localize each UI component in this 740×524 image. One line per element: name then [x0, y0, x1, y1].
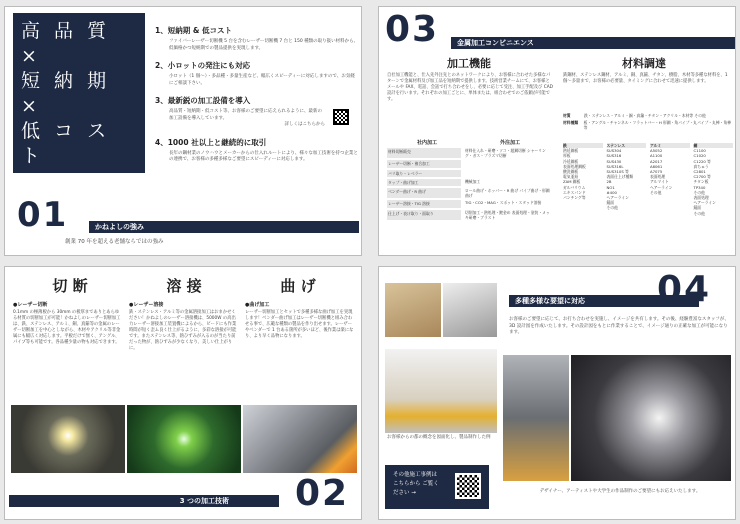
- laser-welding-photo: [127, 405, 241, 473]
- material-col: ステンレス SUS304 SUS316 SUS430 SUS316L SUS310S 等 表面仕上げ種類 2B NO1 #400 ヘアーライン 鏡面 その他: [607, 143, 647, 216]
- material-spec: 材質 鉄・ステンレス・アルミ・銅・真鍮・チタン・アクリル・木材等 その他 材料種類 板・アングル・チャンネル・フラットバー・H 形鋼・角パイプ・丸パイプ・丸棒・角棒 等: [563, 113, 732, 131]
- qr-code-icon[interactable]: [455, 473, 481, 499]
- more-link[interactable]: 詳しくはこちらから: [284, 122, 325, 127]
- section-tag: 3 つの加工技術: [9, 495, 279, 507]
- section-tag: かねよしの強み: [89, 221, 359, 233]
- process-row: タップ・曲げ加工 機械加工: [387, 179, 553, 186]
- section-number: 02: [295, 473, 350, 514]
- cutting-sub: ●レーザー切断: [13, 302, 48, 308]
- table-photo: [385, 349, 497, 433]
- bending-sub: ●曲げ加工: [245, 302, 270, 308]
- sculpture-photo: [503, 355, 569, 481]
- strength-heading: 2、小ロットの発注にも対応: [155, 61, 251, 70]
- strength-list: [155, 25, 359, 172]
- machine-label: 機械加工: [465, 178, 481, 184]
- strength-heading: 4、1000 社以上と継続的に取引: [155, 137, 267, 147]
- techniques-panel: [4, 266, 362, 520]
- hero-box: [13, 13, 145, 173]
- technique-heads: [13, 275, 355, 296]
- material-columns: [563, 143, 733, 216]
- col-outsource: 外注加工: [499, 140, 520, 146]
- process-row: レーザー溶接・TIG 溶接 TIG・CO2・MAG・スポット・スタッド溶接: [388, 200, 542, 207]
- bending-text: レーザー切断加工とセットで多種多様な曲げ加工を実現します！ベンダー曲げ加工はレーザー切断機と組み合わせる事で、広範な種類の製品を作り出せます。レーザーやベンダーで 1 台ある箇所が多いほど、後作業は楽になり、より早く品物になります。: [245, 310, 354, 339]
- welding-title: 溶 接: [166, 277, 202, 295]
- material-col: アルミ A5052 A1100 A2017 A6061 A7075 表面処理 アルマイト ヘアーライン その他: [650, 143, 690, 216]
- requests-panel: [378, 266, 736, 520]
- process-table: [387, 139, 553, 222]
- technique-texts: [13, 301, 355, 352]
- process-row: ベンダー曲げ・R 曲げ ロール曲げ・ホッパー・R 曲げ パイプ曲げ・形鋼曲げ: [388, 188, 550, 199]
- strength-text: 高品質・短納期・低コスト等、お客様のご要望に応えられるように、最新の加工設備を導入しています。: [169, 109, 322, 121]
- material-col: 鉄 熱延鋼板 厚板 冷延鋼板 表面処理鋼板 酸洗鋼板 電気亜鉛 ZAM 鋼板 ガルバリウム エキスパンド パンチング等: [563, 143, 603, 216]
- welding-sub: ●レーザー溶接: [129, 302, 164, 308]
- hero-line: ×: [21, 95, 41, 117]
- processing-text: 自社加工機能と、仕入先外注先とのネットワークにより、お客様に合わせた多様なパターンで金属材料及び加工品を短納期で提供します。技術営業チームにて、お客様とメールや FAX、電話、会話で打ち合わせをし、必要に応じて受注、加工手配及び CAD 設計を行います。それぞれの加工ごとに、単体または、組合わせでのご依頼が可能です。: [387, 73, 553, 102]
- laser-cutting-photo: [11, 405, 125, 473]
- section-tag: 金属加工コンビニエンス: [451, 37, 736, 49]
- materials-text: 鉄鋼材、ステンレス鋼材、アルミ、銅、真鍮、チタン、樹脂、木材等多種な材料を、1 個〜多量まで、お客様の必要量、タイミングに合わせて迅速に提供します。: [563, 73, 728, 84]
- sketch-photo: [443, 283, 497, 337]
- strength-heading: 1、短納期 & 低コスト: [155, 26, 232, 35]
- strength-text: 小ロット（1 個〜）・多品種・多量生産など、幅広くスピーディーに対応しますので、お気軽にご相談下さい。: [169, 74, 355, 86]
- photo-caption: お客様からの都の概念を図面化し、製品制作した例: [387, 435, 491, 440]
- process-row: バリ取り・レベラー: [387, 170, 553, 177]
- strength-item: [155, 95, 359, 129]
- strength-item: [155, 137, 359, 164]
- hero-line: 低 コ ス ト: [21, 120, 111, 167]
- process-row: 材料切断販売 材料仕入れ・研磨・ソコ・超鋼切断 シャーリング・ガス・プラズマ切断: [388, 148, 546, 159]
- col-inhouse: 社内加工: [416, 140, 437, 146]
- chair-photo: [385, 283, 441, 337]
- strength-item: [155, 25, 359, 52]
- process-row: 仕上げ・表け取り・面取り 切削加工・熱処理・鍍金め 表面処理・塗装・メッキ研磨・ブラスト: [388, 209, 550, 220]
- strength-item: [155, 60, 359, 87]
- processing-title: 加工機能: [447, 57, 491, 70]
- shape-head: 材料種類: [563, 120, 579, 126]
- hero-line: ×: [21, 45, 41, 67]
- strength-text: ファイバーレーザー切断機 5 台を含むレーザー切断機 7 台と 150 種類の取り扱い材料から、低価格かつ短納期での製品提供を実現します。: [169, 39, 359, 51]
- hero-line: 高 品 質: [21, 20, 111, 42]
- section-tag: 多種多様な要望に対応: [509, 295, 699, 307]
- bending-title: 曲 げ: [280, 277, 316, 295]
- material-head: 材質: [563, 113, 571, 118]
- qr-code-icon[interactable]: [333, 109, 349, 125]
- material-col: 銅 C1100 C1020 C1220 等 真ちゅう C2801 C2700 等 チタン板 TP340 その他 表面処理 ヘアーライン 鏡面 その他: [694, 143, 734, 216]
- metal-art-photo: [571, 355, 731, 481]
- requests-text: お客様のご要望に応じて、お打ち合わせを実施し、イメージを共有します。その後、経験豊富なスタッフが、3D 設計図を作成いたします。その設計図をもとに作業することで、イメージ通りの正確な加工が可能になります。: [509, 317, 729, 335]
- cutting-title: 切 断: [52, 277, 88, 295]
- hero-line: 短 納 期: [21, 70, 111, 92]
- strength-panel: [4, 6, 362, 256]
- section-number: 01: [17, 195, 69, 235]
- bending-photo: [243, 405, 357, 473]
- welding-text: 鉄・ステンレス・アルミ等の金属溶接加工はおまかせください！かねよしのレーザー溶接機は、5000W の高出力レーザー溶接加工装置機によるから、ビードにも作業時間が短く歪ム良く仕上がるように、多彩な溶接が可能です。またステンレス等、熱ひずみが入るのが当たり前だった物が、熱ひずみが少なくなり、美しい仕上がりに。: [129, 310, 237, 351]
- process-row: レーザー切断・複合加工: [387, 160, 553, 167]
- section-number: 04: [657, 269, 712, 310]
- strength-heading: 3、最新鋭の加工設備を導入: [155, 96, 251, 105]
- section-number: 03: [385, 9, 440, 50]
- strength-text: 長年の鋼材業のノウハウとメーカーからの仕入れルートにより、様々な加工技術を持つ企業との連携で、お客様の多種多様なご要望にスピーディーに対応します。: [169, 150, 358, 162]
- footer-text: デザイナー、アーティストや大学生の作品制作のご要望にもお応えいたします。: [539, 489, 701, 494]
- cutting-text: 0.1mm の極薄板から 30mm の板厚までありとあらゆる材質の切断加工が可能！かねよしのレーザー切断加工は、鉄、ステンレス、アルミ、銅、真鍮等の金属のレーザー切断加工を中心としながら、木材やアクリル等非金属にも幅広く対応します。平板だけで無く、アングル、パイプ等も可能です。各品種少量の物も対応できます。: [13, 310, 121, 345]
- cta-text: その他施工事例は こちらから ご覧ください →: [393, 472, 439, 496]
- case-study-cta[interactable]: [385, 465, 489, 509]
- convenience-panel: [378, 6, 736, 256]
- section-subtitle: 創業 70 年を超える老舗ならではの強み: [65, 239, 164, 245]
- materials-title: 材料調達: [622, 57, 666, 70]
